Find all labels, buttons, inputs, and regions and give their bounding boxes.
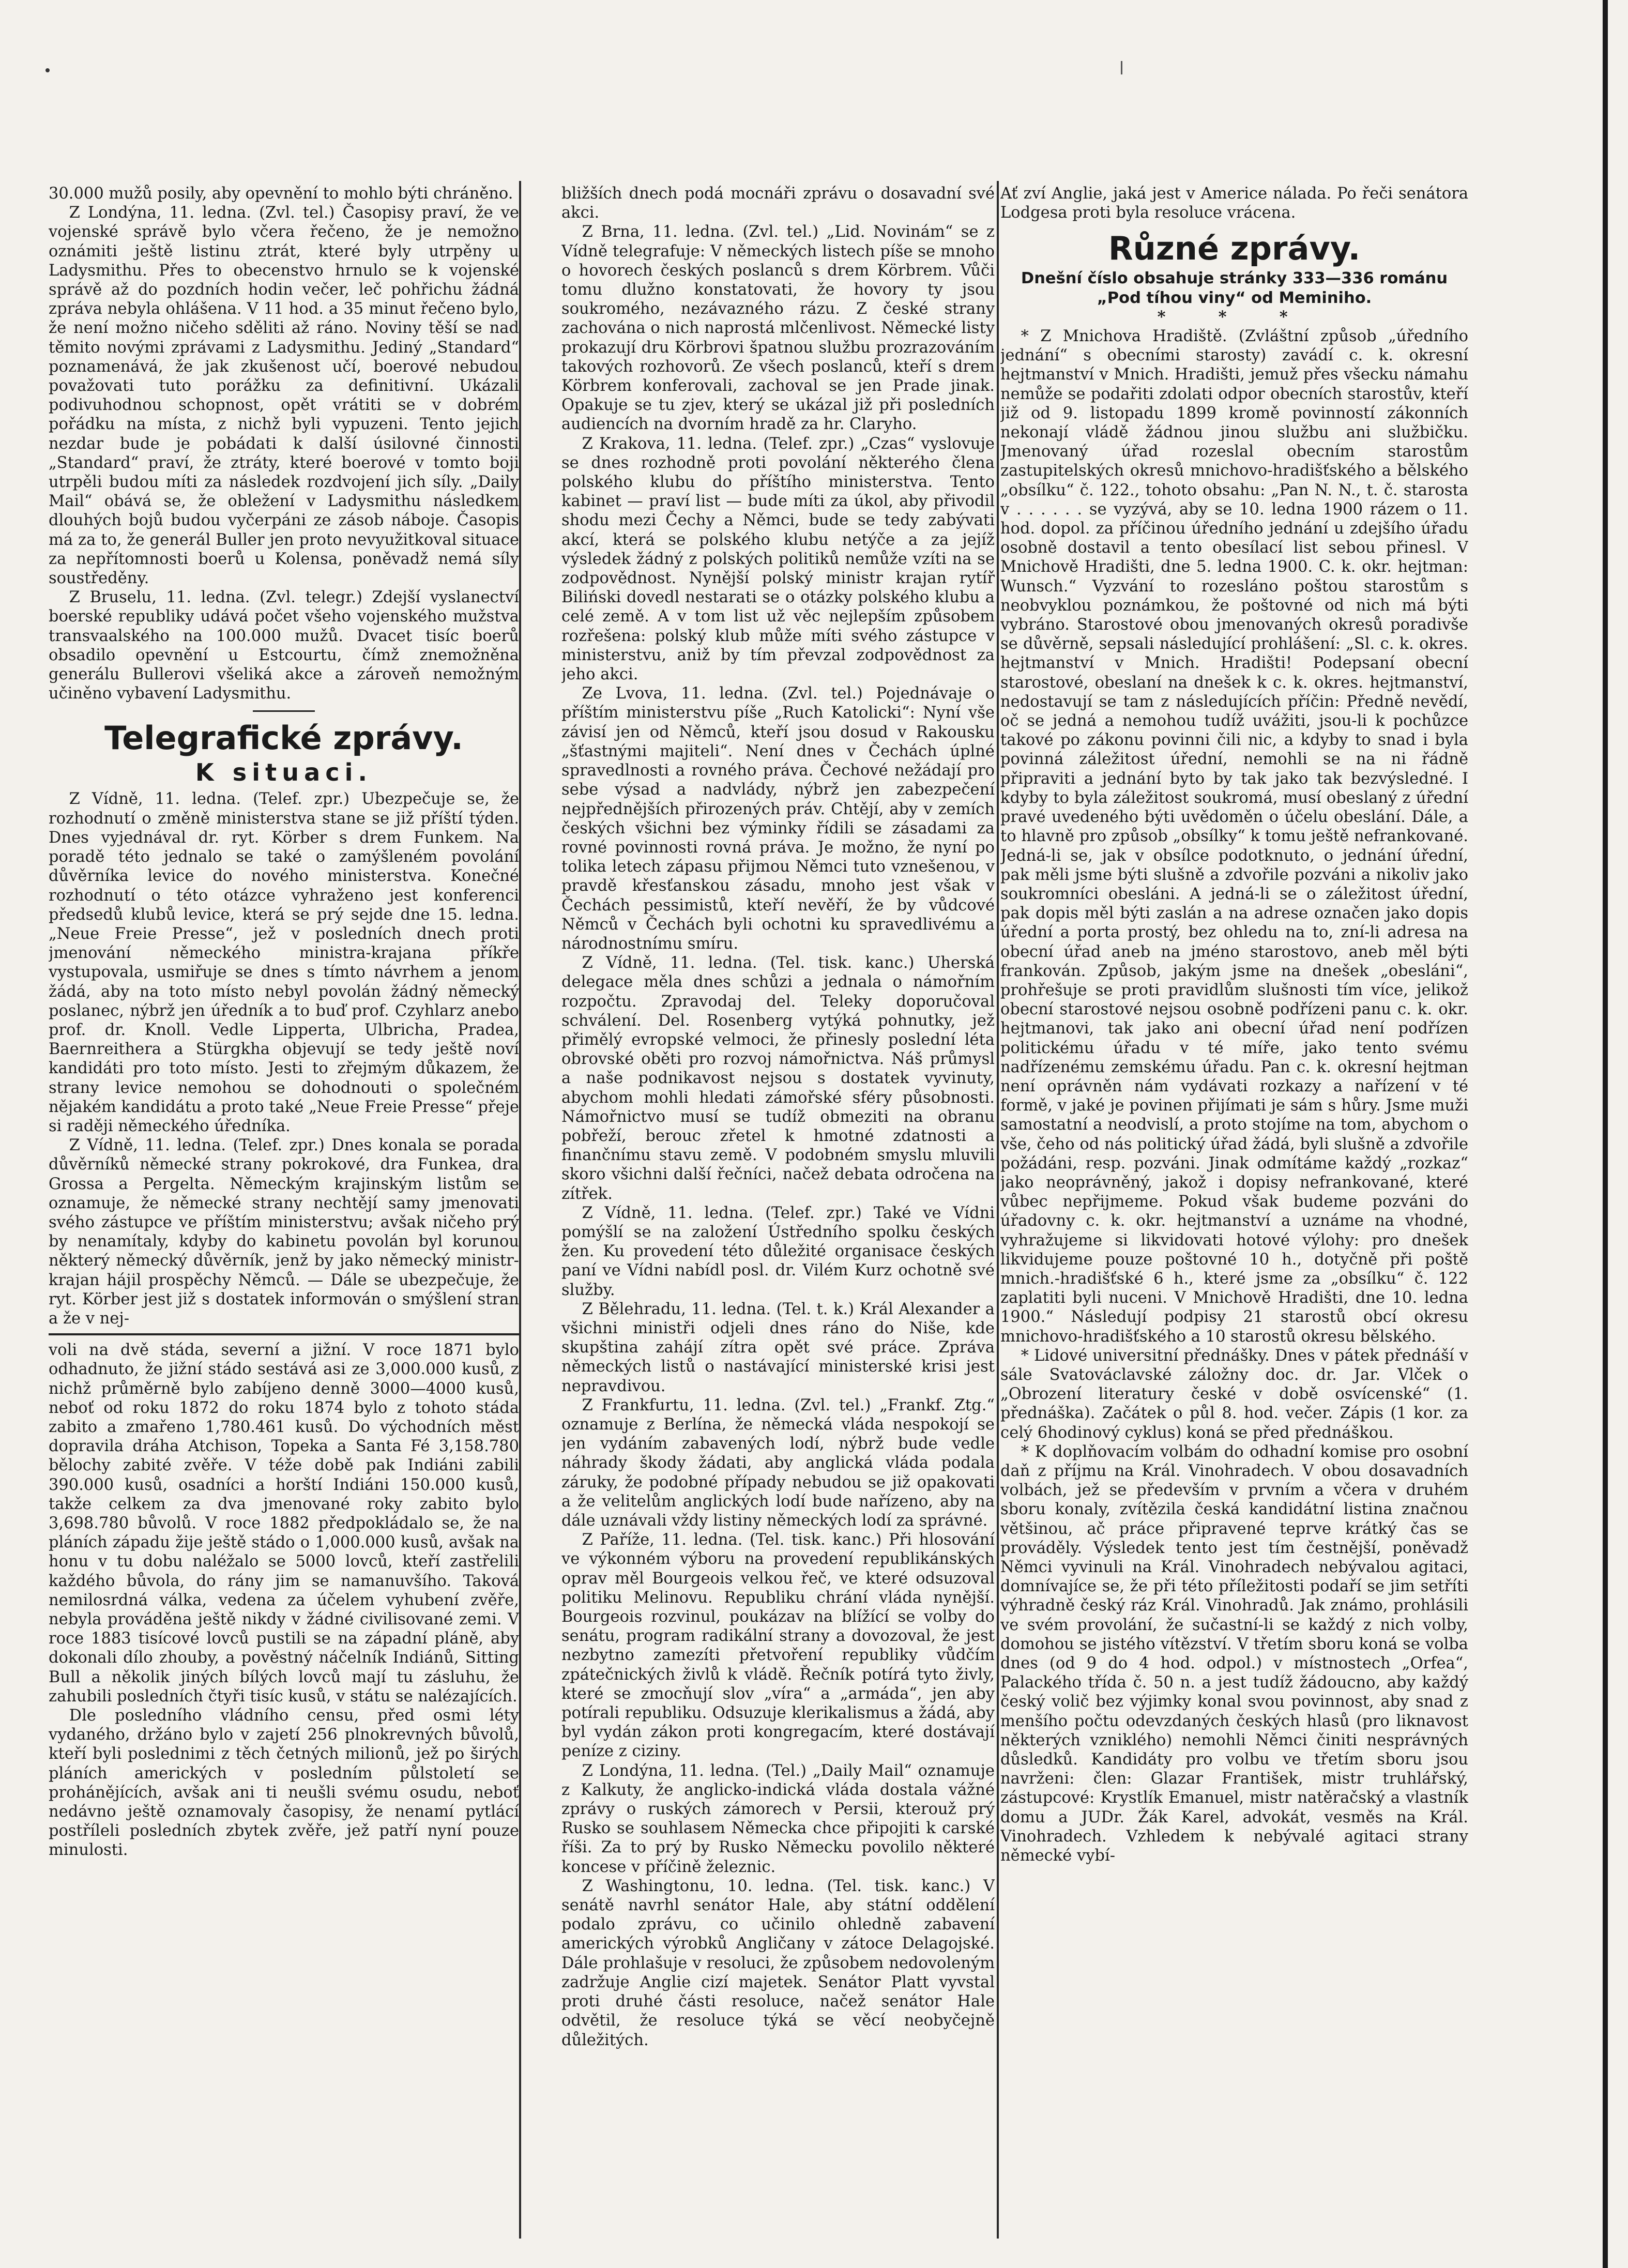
- article-text: Z Londýna, 11. ledna. (Tel.) „Daily Mail“ oznamuje z Kalkuty, že anglicko-indická vláda dostala vážné zprávy o ruských zámorech v Persii, kterouž prý Rusko se souhlasem Německa chce připojiti k carské říši. Za to prý by Rusko Německu povolilo některé koncese v příčině železnic.: [561, 1761, 995, 1876]
- page-edge: [1603, 0, 1608, 2268]
- supplement-notice: Dnešní číslo obsahuje stránky 333—336 románu „Pod tíhou viny“ od Meminiho.: [1021, 269, 1448, 307]
- ink-speck: [45, 68, 50, 72]
- feuilleton-text: voli na dvě stáda, severní a jižní. V roce 1871 bylo odhadnuto, že jižní stádo sestává asi ze 3,000.000 kusů, z nichž průměrně bylo zabíjeno denně 3000—4000 kusů, neboť od roku 1872 do roku 1874 bylo z tohoto stáda zabito a zmařeno 1,780.461 kusů. Do východních měst dopravila dráha Atchison, Topeka a Santa Fé 3,158.780 bělochy zabité zvěře. V téže době pak Indiáni zabili 390.000 kusů, osadníci a horští Indiáni 150.000 kusů, takže celkem za dva jmenované roky zabito bylo 3,698.780 bůvolů. V roce 1882 předpokládalo se, že na pláních západu žije ještě stádo o 1,000.000 kusů, avšak na honu v tu dobu naléžalo se 5000 lovců, kteří zastřelili každého bůvola, do rány jim se namanuvšího. Taková nemilosrdná válka, vedena za účelem vyhubení zvěře, nebyla prováděna ještě nikdy v žádné civilisované zemi. V roce 1883 tisícové lovců pustili se na západní pláně, aby dokonali dílo zhouby, a pověstný náčelník Indiánů, Sitting Bull a několik jiných bílých lovců mají tu zásluhu, že zahubili posledních čtyři tisíc kusů, v státu se nalézajících.: [49, 1341, 519, 1706]
- section-heading: Různé zprávy.: [1108, 230, 1361, 268]
- column-rule-1: [519, 181, 521, 2239]
- article-text: Z Frankfurtu, 11. ledna. (Zvl. tel.) „Frankf. Ztg.“ oznamuje z Berlína, že německá vláda nespokojí se jen vydáním zabavených lodí, nýbrž bude vedle náhrady škody žádati, aby anglická vláda podala záruky, že podobné případy nebudou se již opakovati a že velitelům anglických lodí bude nařízeno, aby na dále uznávali vždy listiny německých lodí za správné.: [561, 1396, 995, 1530]
- article-text: Z Brna, 11. ledna. (Zvl. tel.) „Lid. Novinám“ se z Vídně telegrafuje: V německých listech píše se mnoho o hovorech českých poslanců s drem Körbrem. Vůči tomu dlužno konstatovati, že hovory ty jsou soukromého, nezávazného rázu. Z české strany zachována o nich naprostá mlčenlivost. Německé listy prokazují dru Körbrovi špatnou službu prozrazováním takových rozhovorů. Ze všech poslanců, kteří s drem Körbrem konferovali, zachoval se jen Prade jinak. Opakuje se tu zjev, který se ukázal již při posledních audiencích na dvorním hradě za hr. Claryho.: [561, 223, 995, 434]
- article-text: Z Bělehradu, 11. ledna. (Tel. t. k.) Král Alexander a všichni ministři odjeli dnes ráno do Niše, kde skupština zahájí zítra opět své práce. Zpráva německých listů o nastávající ministerské krisi jest nepravdivou.: [561, 1300, 995, 1395]
- article-text: Z Londýna, 11. ledna. (Zvl. tel.) Časopisy praví, že ve vojenské správě bylo včera řečeno, že je nemožno oznámiti ještě listinu ztrát, které byly utrpěny u Ladysmithu. Přes to obecenstvo hrnulo se k vojenské správě až do pozdních hodin večer, leč pohřichu žádná zpráva nebyla ohlášena. V 11 hod. a 35 minut řečeno bylo, že není možno ničeho sděliti až ráno. Noviny těší se nad těmito novými zprávami z Ladysmithu. Jediný „Standard“ poznamenává, že jak zkušenost učí, boerové nebudou považovati tuto porážku za definitivní. Ukázali podivuhodnou schopnost, opět vrátiti se v dobrém pořádku na místa, z nichž byli vypuzeni. Tento jejich nezdar bude je pobádati k další úsilovné činnosti „Standard“ praví, že ztráty, které boerové v tomto boji utrpěli budou míti za následek rozdvojení jich síly. „Daily Mail“ obává se, že obležení v Ladysmithu následkem dlouhých bojů budou vyčerpáni ze zásob náboje. Časopis má za to, že generál Buller jen proto nevyužitkoval situace za nepřítomnosti boerů u Kolensa, poněvadž nemá síly soustředěny.: [49, 204, 519, 588]
- article-text: * K doplňovacím volbám do odhadní komise pro osobní daň z příjmu na Král. Vinohradech. V obou dosavadních volbách, jež se především v prvním a včera v druhém sboru konaly, zvítězila česká kandidátní listina značnou většinou, ač práce připravené teprve krátký čas se prováděly. Výsledek tento jest tím čestnější, poněvadž Němci vyvinuli na Král. Vinohradech nebývalou agitaci, domnívajíce se, že při této příležitosti podaří se jim setříti výhradně český ráz Král. Vinohradů. Jak známo, prohlásili ve svém provolání, že sučastní-li se každý z nich volby, domohou se jistého vítězství. V třetím sboru koná se volba dnes (od 9 do 4 hod. odpol.) v místnostech „Orfea“, Palackého třída č. 50 n. a jest tudíž žádoucno, aby každý český volič bez výjimky konal svou povinnost, aby snad z menšího počtu odevzdaných českých hlasů (pro liknavost některých vzniklého) nemohli Němci činiti nesprávných důsledků. Kandidáty pro volbu ve třetím sboru jsou navrženi: člen: Glazar František, mistr truhlářský, zástupcové: Krystlík Emanuel, mistr natěračský a vlastník domu a JUDr. Žák Karel, advokát, vesměs na Král. Vinohradech. Vzhledem k nebývalé agitaci strany německé vybí-: [1000, 1442, 1468, 1865]
- section-subheading: K situaci.: [195, 758, 373, 787]
- article-text: Z Washingtonu, 10. ledna. (Tel. tisk. kanc.) V senátě navrhl senátor Hale, aby státní oddělení podalo zprávu, co učinilo ohledně zabavení amerických výrobků Angličany v zátoce Delagojské. Dále prohlašuje v resoluci, že způsobem nedovoleným zadržuje Anglie cizí majetek. Senátor Platt vyvstal proti druhé části resoluce, načež senátor Hale odvětil, že resoluce týká se věcí neobyčejně důležitých.: [561, 1877, 995, 2049]
- article-text: Z Vídně, 11. ledna. (Telef. zpr.) Také ve Vídni pomýšlí se na založení Ústředního spolku českých žen. Ku provedení této důležité organisace českých paní ve Vídni nabídl posl. dr. Vilém Kurz ochotně své služby.: [561, 1204, 995, 1299]
- column-1: [49, 184, 519, 2231]
- article-text: Z Vídně, 11. ledna. (Telef. zpr.) Ubezpečuje se, že rozhodnutí o změně ministerstva stane se již příští týden. Dnes vyjednával dr. ryt. Körber s drem Funkem. Na poradě této jednalo se také o zamýšleném povolání důvěrníka levice do nového ministerstva. Konečné rozhodnutí o této otázce vyhraženo jest konferenci předsedů klubů levice, která se prý sejde dne 15. ledna. „Neue Freie Presse“, jež v posledních dnech proti jmenování německého ministra-krajana příkře vystupovala, usmiřuje se dnes s tímto návrhem a jenom žádá, aby na toto místo nebyl povolán žádný německý poslanec, nýbrž jen úředník a to buď prof. Czyhlarz anebo prof. dr. Knoll. Vedle Lipperta, Ulbricha, Pradea, Baernreithera a Stürgkha objevují se tedy ještě noví kandidáti pro toto místo. Jesti to zřejmým důkazem, že strany levice nemohou se dohodnouti o společném nějakém kandidátu a proto také „Neue Freie Presse“ přeje si raději německého úředníka.: [49, 790, 519, 1135]
- feuilleton-divider: [49, 1333, 519, 1335]
- section-heading: Telegrafické zprávy.: [104, 719, 463, 757]
- asterism: * * *: [1157, 307, 1312, 326]
- feuilleton-text: Dle posledního vládního censu, před osmi léty vydaného, držáno bylo v zajetí 256 plnokrevných bůvolů, kteří byli poslednimi z těch četných milionů, jež po širých pláních amerických v posledním půlstoletí se prohánějících, avšak ani ti neušli svému osudu, neboť nedávno ještě oznamovaly časopisy, že nenamí pytlácí postříleli posledních zbytek zvěře, jež patří nyní pouze minulosti.: [49, 1707, 519, 1860]
- ink-mark: [1121, 61, 1122, 74]
- divider: [253, 710, 315, 712]
- article-text: * Lidové universitní přednášky. Dnes v pátek přednáší v sále Svatováclavské záložny doc. dr. Jar. Vlček o „Obrození literatury české v době osvícenské“ (1. přednáška). Začátek o půl 8. hod. večer. Zápis (1 kor. za celý 6hodinový cyklus) koná se před přednáškou.: [1000, 1346, 1468, 1442]
- column-3: [1000, 184, 1468, 2231]
- column-2: [561, 184, 995, 2231]
- article-text: 30.000 mužů posily, aby opevnění to mohlo býti chráněno.: [49, 185, 513, 203]
- article-text: bližších dnech podá mocnáři zprávu o dosavadní své akci.: [561, 185, 995, 222]
- article-text: Z Krakova, 11. ledna. (Telef. zpr.) „Czas“ vyslovuje se dnes rozhodně proti povolání některého člena polského klubu do příštího ministerstva. Tento kabinet — praví list — bude míti za úkol, aby přivodil shodu mezi Čechy a Němci, bude se tedy zabývati akcí, která se polského klubu netýče a za jejíž výsledek žádný z polských politiků nemůže vzíti na se zodpovědnost. Nynější polský ministr krajan rytíř Biliński dovedl nestarati se o otázky polského klubu a celé země. A v tom list už věc nejlepším způsobem rozřešena: polský klub může míti svého zástupce v ministerstvu, aniž by tím převzal zodpovědnost za jeho akci.: [561, 434, 995, 684]
- article-text: Z Paříže, 11. ledna. (Tel. tisk. kanc.) Při hlosování ve výkonném výboru na provedení republikánských oprav měl Bourgeois velkou řeč, ve které odsuzoval politiku Melinovu. Republiku chrání vláda nynější. Bourgeois rozvinul, poukázav na blížící se volby do senátu, program radikální strany a dovozoval, že jest nezbytno zamezíti přetvoření republiky vůdčím zpátečnických živlů k vládě. Řečník potírá tyto živly, které se zmocňují slov „víra“ a „armáda“, jen aby potírali republiku. Odsuzuje klerikalismus a žádá, aby byl vydán zákon proti kongregacím, které dostávají peníze z ciziny.: [561, 1531, 995, 1761]
- article-text: * Z Mnichova Hradiště. (Zvláštní způsob „úředního jednání“ s obecními starosty) zavádí c. k. okresní hejtmanství v Mnich. Hradišti, jemuž přes všecku námahu nemůže se podařiti zdolati odpor obecních starostův, kteří již od 9. listopadu 1899 kromě povinností zákonních nekonají vládě žádnou jinou službu ani službičku. Jmenovaný úřad rozeslal obecním starostům zastupitelských okresů mnichovo-hradišťského a bělského „obsílku“ č. 122., tohoto obsahu: „Pan N. N., t. č. starosta v . . . . . . se vyzývá, aby se 10. ledna 1900 rázem o 11. hod. dopol. za příčinou úředního jednání u zdejšího úřadu osobně dostavil a tento obesílací list sebou přinesl. V Mnichově Hradišti, dne 5. ledna 1900. C. k. okr. hejtman: Wunsch.“ Vyzvání to rozesláno poštou starostům s neobvyklou poznámkou, že poštovné od nich má býti vybráno. Starostové obou jmenovaných okresů poradivše se důvěrně, sepsali následující prohlášení: „Sl. c. k. okres. hejtmanství v Mnich. Hradišti! Podepsaní obecní starostové, obeslaní na dnešek k c. k. okres. hejtmanství, nedostavují se tam z následujících příčin: Předně nevědí, oč se jedná a nemohou tudíž uvážiti, jsou-li k pochůzce takové po zákonu povinni čili nic, a kdyby to snad i byla povinná záležitost úřední, nemohli se na ni řádně připraviti a jednání byto by tak jako tak bezvýsledné. I kdyby to byla záležitost soukromá, musí obeslaný z úřední pravé uvedeného býti uvědoměn o účelu obeslání. Dále, a to hlavně pro způsob „obsílky“ k tomu ještě nefrankované. Jedná-li se, jak v obsílce podotknuto, o jednání úřední, pak měli jsme býti slušně a zdvořile pozváni a nikoliv jako soukromníci obesláni. A jedná-li se o záležitost úřední, pak dopis měl býti zaslán a na adrese označen jako dopis úřední a porta prostý, bez ohledu na to, zní-li adresa na obecní úřad aneb na jméno starostovo, aneb měl býti frankován. Způsob, jakým jsme na dnešek „obesláni“, prohřešuje se proti pravidlům slušnosti tím více, jelikož obecní starostové nejsou osobně podřízeni panu c. k. okr. hejtmanovi, tak jako ani obecní úřad není podřízen politickému úřadu v té míře, jako tento svému nadřízenému zemskému úřadu. Pan c. k. okresní hejtman není oprávněn nám vydávati rozkazy a nařízení v té formě, v jaké je povinen přijímati je sám s hůry. Jsme muži samostatní a neodvislí, a proto stojíme na tom, abychom o vše, čeho od nás politický úřad žádá, byli slušně a zdvořile požádáni, resp. pozváni. Jinak odmítáme každý „rozkaz“ jako neoprávněný, jakož i dopisy nefrankované, které vůbec nepřijmeme. Pokud však budeme pozváni do úřadovny c. k. okr. hejtmanství a uznáme na vhodné, vyhražujeme si likvidovati hotové výlohy: pro dnešek likvidujeme pouze poštovné 10 h., dotyčně při poště mnich.-hradišťské 6 h., které jsme za „obsílku“ č. 122 zaplatiti byli nuceni. V Mnichově Hradišti, dne 10. ledna 1900.“ Následují podpisy 21 starostů obcí okresu mnichovo-hradišťského a 10 starostů okresu bělského.: [1000, 327, 1468, 1346]
- article-text: Z Bruselu, 11. ledna. (Zvl. telegr.) Zdejší vyslanectví boerské republiky udává počet všeho vojenského mužstva transvaalského na 100.000 mužů. Dvacet tisíc boerů obsadilo opevnění u Estcourtu, čímž znemožněna generálu Bullerovi všeliká akce a zároveň nemožným učiněno vybavení Ladysmithu.: [49, 588, 519, 703]
- column-rule-2: [997, 181, 999, 2239]
- article-text: Ať zví Anglie, jaká jest v Americe nálada. Po řeči senátora Lodgesa proti byla resoluce vrácena.: [1000, 185, 1468, 222]
- article-text: Ze Lvova, 11. ledna. (Zvl. tel.) Pojednávaje o příštím ministerstvu píše „Ruch Katolicki“: Nyní vše závisí jen od Němců, kteří jsou dosud v Rakousku „šťastnými majiteli“. Není dnes v Čechách úplné spravedlnosti a rovného práva. Čechové nežádají pro sebe výsad a nadvlády, nýbrž jen zabezpečení nejpřednějších přirozených práv. Chtějí, aby v zemích českých všichni bez výminky řídili se zásadami za rovné povinnosti rovná práva. Je možno, že nyní po tolika letech zápasu přijmou Němci tuto vznešenou, v pravdě křesťanskou zásadu, mnoho jest však v Čechách pessimistů, kteří nevěří, že by vůdcové Němců v Čechách byli ochotni ku spravedlivému a národnostnímu smíru.: [561, 684, 995, 953]
- article-text: Z Vídně, 11. ledna. (Telef. zpr.) Dnes konala se porada důvěrníků německé strany pokrokové, dra Funkea, dra Grossa a Pergelta. Německým krajinským listům se oznamuje, že německé strany nechtějí samy jmenovati svého zástupce ve příštím ministerstvu; avšak ničeho prý by nenamítaly, kdyby do kabinetu povolán byl korunou některý německý důvěrník, jenž by jako německý ministr-krajan hájil prospěchy Němců. — Dále se ubezpečuje, že ryt. Körber jest již s dostatek informován o smýšlení stran a že v nej-: [49, 1136, 519, 1328]
- article-text: Z Vídně, 11. ledna. (Tel. tisk. kanc.) Uherská delegace měla dnes schůzi a jednala o námořním rozpočtu. Zpravodaj del. Teleky doporučoval schválení. Del. Rosenberg vytýká pohnutky, jež přimělý evropské velmoci, že přinesly poslední léta obrovské oběti pro rozvoj námořnictva. Náš průmysl a naše podnikavost nejsou s dostatek vyvinuty, abychom mohli hledati zámořské sféry působnosti. Námořnictvo musí se tudíž obmeziti na obranu pobřeží, berouc zřetel k hmotné zdatnosti a finančnímu stavu země. V podobném smyslu mluvili skoro všichni další řečníci, načež debata odročena na zítřek.: [561, 954, 995, 1203]
